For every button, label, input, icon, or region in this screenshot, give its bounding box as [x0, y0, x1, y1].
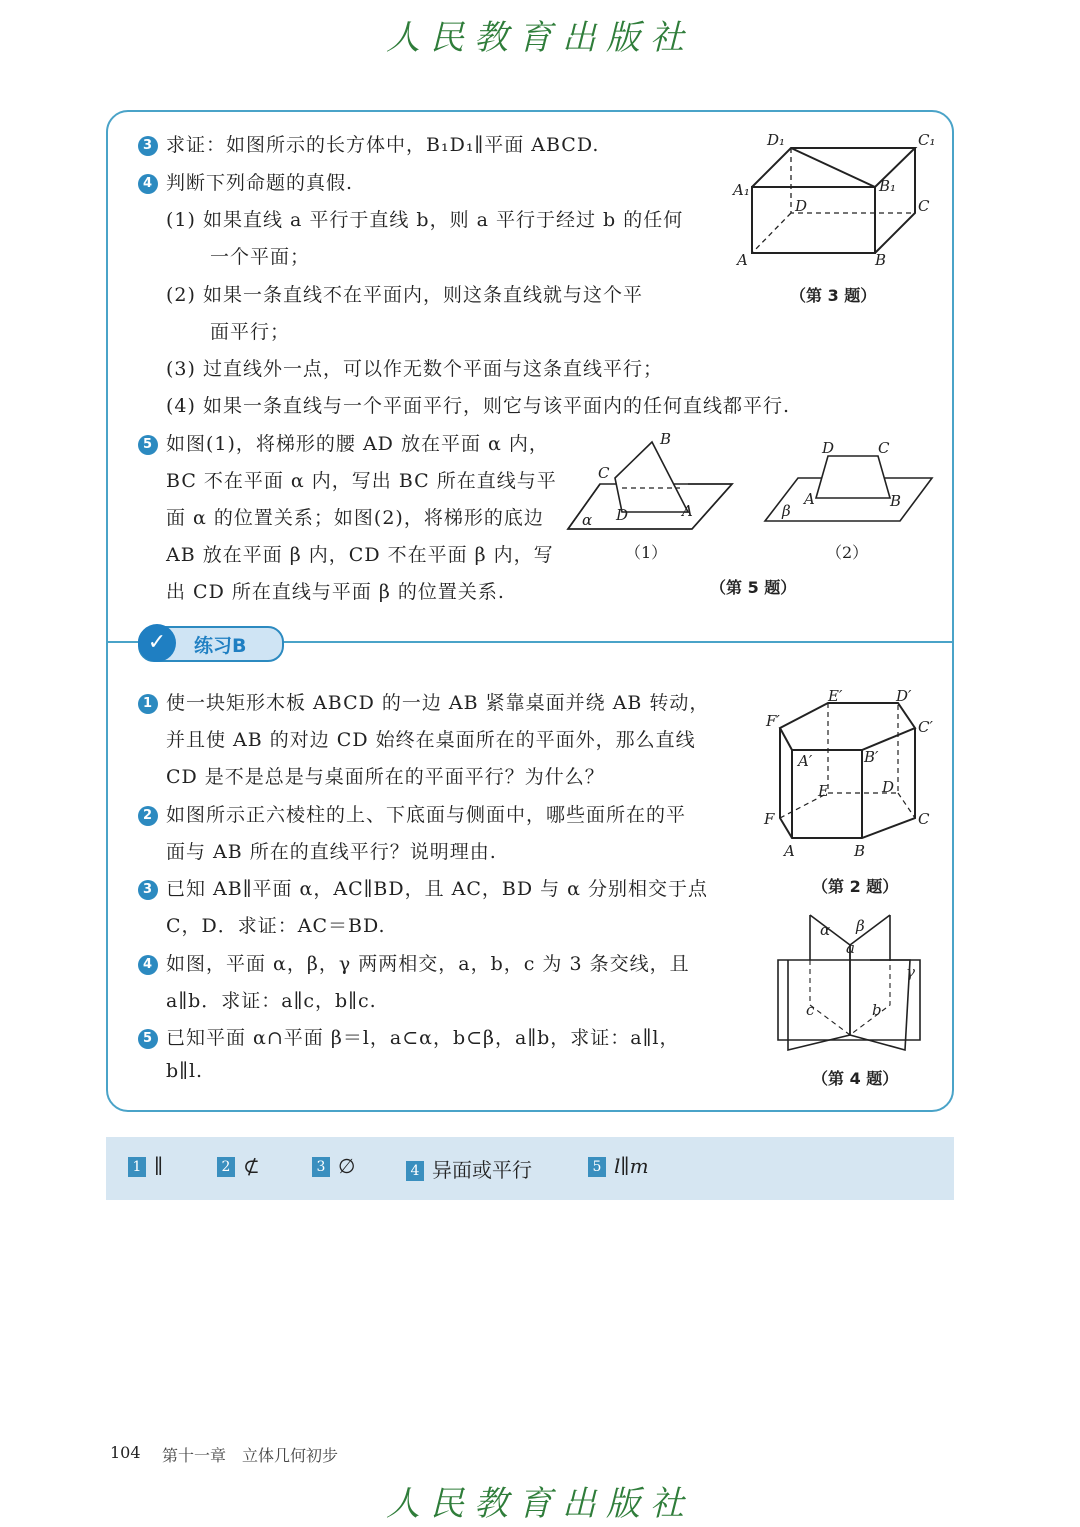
q4-item: 面平行；: [210, 321, 291, 343]
label: B′: [864, 748, 879, 766]
q4-item: (2) 如果一条直线不在平面内，则这条直线就与这个平: [166, 284, 643, 306]
label: A: [682, 502, 693, 520]
answer-number: 5: [588, 1157, 606, 1177]
answer-number: 1: [128, 1157, 146, 1177]
check-icon: ✓: [138, 624, 176, 662]
question-number: 4: [138, 174, 158, 194]
answer-value: ∅: [338, 1154, 356, 1178]
q4-item: (3) 过直线外一点，可以作无数个平面与这条直线平行；: [166, 358, 663, 380]
answer-value: ⊄: [243, 1154, 260, 1178]
label: A: [737, 251, 748, 269]
question-text: b∥l.: [166, 1060, 204, 1082]
question-text: 面与 AB 所在的直线平行？说明理由.: [166, 841, 497, 863]
question-a4: [138, 168, 353, 195]
question-a5: [138, 429, 549, 456]
question-text: a∥b．求证：a∥c，b∥c.: [166, 990, 377, 1012]
label: A₁: [733, 181, 750, 199]
label: β: [856, 917, 865, 935]
q4-item: (4) 如果一条直线与一个平面平行，则它与该平面内的任何直线都平行.: [166, 395, 790, 417]
figure-caption: （第 5 题）: [710, 578, 797, 597]
q4-item: 一个平面；: [210, 246, 311, 268]
page-number: 104: [110, 1443, 141, 1462]
label: B: [890, 492, 902, 510]
label: C: [878, 439, 890, 457]
question-text: BC 不在平面 α 内，写出 BC 所在直线与平: [166, 470, 557, 492]
question-text: 并且使 AB 的对边 CD 始终在桌面所在的平面外，那么直线: [166, 729, 696, 751]
answer-number: 3: [312, 1157, 330, 1177]
question-b5: [138, 1023, 679, 1050]
publisher-logo: 人民教育出版社: [386, 18, 694, 58]
label: F: [764, 810, 775, 828]
question-b1: [138, 688, 709, 715]
label: D₁: [767, 131, 786, 149]
question-text: AB 放在平面 β 内，CD 不在平面 β 内，写: [166, 544, 554, 566]
publisher-logo: 人民教育出版社: [386, 1484, 694, 1524]
label: a: [846, 939, 855, 957]
answer-value: l∥m: [614, 1154, 649, 1178]
question-text: 如图，平面 α，β，γ 两两相交，a，b，c 为 3 条交线，且: [166, 953, 690, 975]
question-number: 2: [138, 806, 158, 826]
answer-value: ∥: [154, 1154, 164, 1178]
label: D: [795, 197, 808, 215]
subfigure-label: （2）: [826, 543, 869, 562]
label: C: [918, 810, 930, 828]
label: C′: [918, 718, 933, 736]
question-text: 求证：如图所示的长方体中，B₁D₁∥平面 ABCD.: [166, 134, 600, 156]
label: b: [872, 1001, 882, 1019]
question-number: 5: [138, 1029, 158, 1049]
question-text: 出 CD 所在直线与平面 β 的位置关系.: [166, 581, 505, 603]
answer-1: [128, 1154, 163, 1178]
label: γ: [906, 963, 915, 981]
question-number: 3: [138, 880, 158, 900]
label: F′: [766, 712, 780, 730]
label: B: [875, 251, 887, 269]
label: D: [882, 778, 895, 796]
question-text: 如图所示正六棱柱的上、下底面与侧面中，哪些面所在的平: [166, 804, 687, 826]
answer-3: [312, 1154, 355, 1178]
subfigure-label: （1）: [625, 543, 668, 562]
question-text: 已知平面 α∩平面 β＝l，a⊂α，b⊂β，a∥b，求证：a∥l，: [166, 1027, 680, 1049]
figure-caption: （第 4 题）: [812, 1069, 899, 1088]
answer-5: [588, 1154, 649, 1178]
question-a3: [138, 130, 599, 157]
label: α: [820, 921, 831, 939]
q4-item: (1) 如果直线 a 平行于直线 b，则 a 平行于经过 b 的任何: [166, 209, 684, 231]
label: C₁: [918, 131, 936, 149]
question-text: 已知 AB∥平面 α，AC∥BD，且 AC，BD 与 α 分别相交于点: [166, 878, 709, 900]
label: A: [784, 842, 795, 860]
answer-4: [406, 1154, 532, 1183]
figure-trapezoids: [560, 428, 940, 538]
label: E: [818, 782, 829, 800]
answer-value: 异面或平行: [432, 1158, 532, 1182]
label: A: [804, 490, 815, 508]
label: E′: [828, 688, 843, 705]
label: B: [854, 842, 866, 860]
label: β: [782, 502, 791, 520]
section-title: 练习B: [194, 635, 247, 657]
question-b4: [138, 949, 690, 976]
question-b3: [138, 874, 708, 901]
label: C: [918, 197, 930, 215]
exercise-b-badge: [138, 626, 284, 662]
figure-caption: （第 2 题）: [812, 877, 899, 896]
question-number: 5: [138, 435, 158, 455]
question-b2: [138, 800, 686, 827]
figure-caption: （第 3 题）: [790, 286, 877, 305]
label: A′: [798, 752, 813, 770]
figure-cuboid: [725, 125, 945, 275]
figure-three-planes: [770, 905, 930, 1055]
question-number: 4: [138, 955, 158, 975]
chapter-title: 第十一章 立体几何初步: [162, 1446, 339, 1465]
question-text: C，D．求证：AC＝BD.: [166, 915, 386, 937]
question-text: 判断下列命题的真假.: [166, 172, 354, 194]
question-number: 1: [138, 694, 158, 714]
label: D′: [896, 688, 912, 705]
label: C: [598, 464, 610, 482]
figure-hexagonal-prism: [760, 688, 940, 863]
label: B: [660, 430, 672, 448]
answer-number: 4: [406, 1161, 424, 1181]
answer-number: 2: [217, 1157, 235, 1177]
label: D: [616, 506, 629, 524]
question-number: 3: [138, 136, 158, 156]
label: B₁: [879, 177, 897, 195]
label: D: [822, 439, 835, 457]
label: c: [806, 1001, 815, 1019]
label: α: [582, 511, 593, 529]
question-text: 如图(1)，将梯形的腰 AD 放在平面 α 内，: [166, 433, 549, 455]
question-text: 面 α 的位置关系；如图(2)，将梯形的底边: [166, 507, 544, 529]
answer-2: [217, 1154, 260, 1178]
question-text: CD 是不是总是与桌面所在的平面平行？为什么？: [166, 766, 605, 788]
question-text: 使一块矩形木板 ABCD 的一边 AB 紧靠桌面并绕 AB 转动，: [166, 692, 710, 714]
